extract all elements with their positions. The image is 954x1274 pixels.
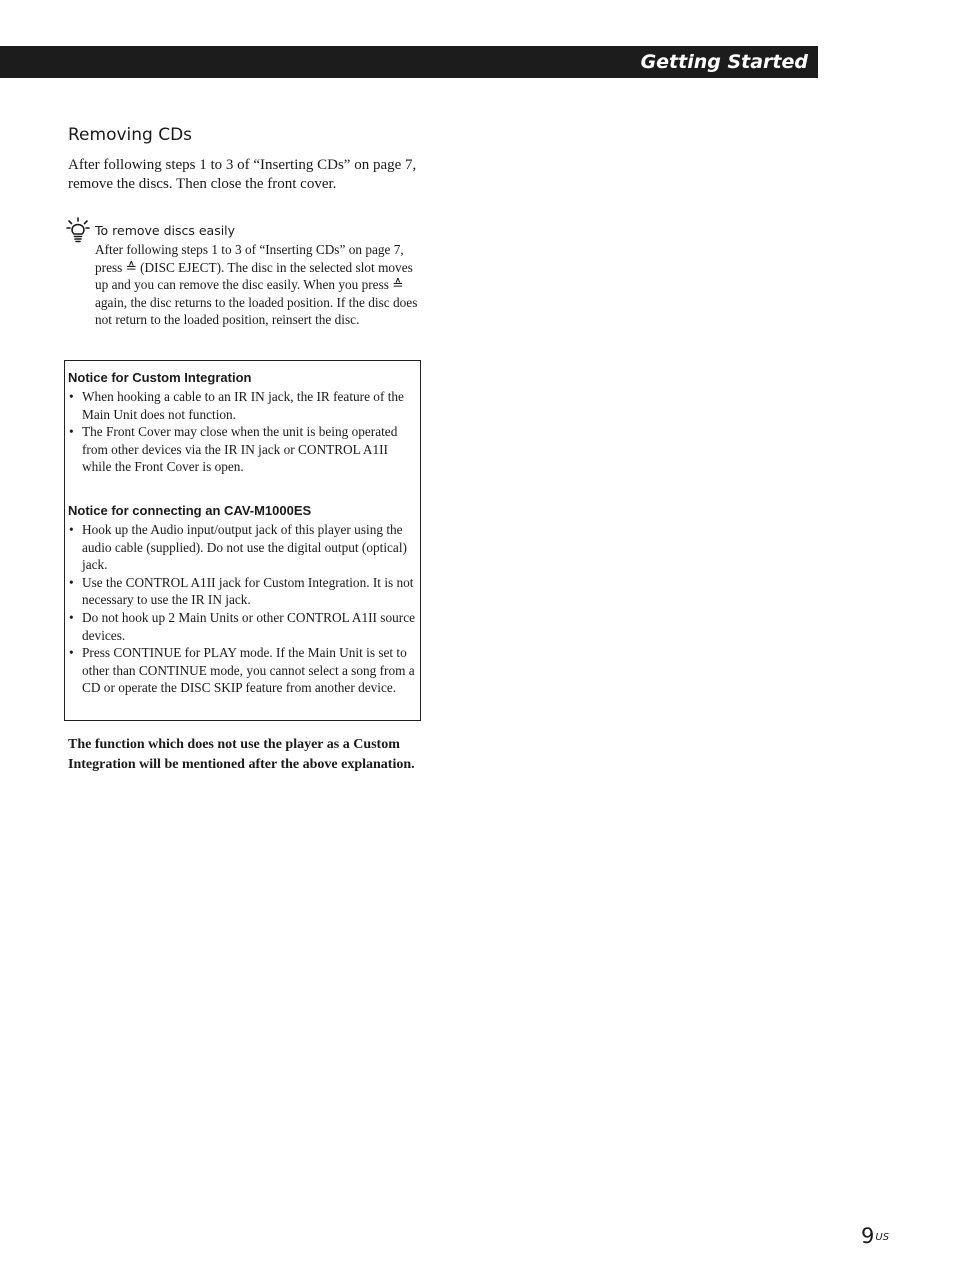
section-title: Removing CDs	[68, 125, 193, 145]
tip-title: To remove discs easily	[95, 223, 236, 238]
tip-body: After following steps 1 to 3 of “Inserting CDs” on page 7, press ≙ (DISC EJECT). The disc in the selected slot moves up and you can remove the disc easily. When you press ≙ again, the disc returns to the loaded position. If the disc does not return to the loaded position, reinsert the disc.	[95, 242, 418, 327]
bullet: •	[69, 389, 74, 404]
list-item-text: Do not hook up 2 Main Units or other CONTROL A1II source devices.	[82, 609, 415, 643]
list-item-text: When hooking a cable to an IR IN jack, the IR feature of the Main Unit does not function.	[82, 389, 404, 422]
custom-integration-notice	[68, 369, 419, 476]
list-item	[68, 388, 419, 423]
notice-heading: Notice for connecting an CAV-M1000ES	[68, 503, 312, 518]
list-item	[68, 423, 419, 476]
bullet: •	[69, 522, 74, 537]
notice-list	[68, 388, 419, 476]
header-bar	[0, 46, 818, 78]
bullet: •	[69, 645, 74, 661]
header-title: Getting Started	[640, 51, 808, 73]
lightbulb-icon	[66, 217, 90, 243]
list-item	[68, 609, 419, 644]
list-item-text: Press CONTINUE for PLAY mode. If the Main Unit is set to other than CONTINUE mode, you cannot select a song from a CD or operate the DISC SKIP feature from another device.	[82, 645, 415, 696]
list-item-text: Use the CONTROL A1II jack for Custom Integration. It is not necessary to use the IR IN jack.	[82, 574, 414, 608]
notice-box	[64, 360, 421, 721]
notice-heading: Notice for Custom Integration	[68, 370, 252, 385]
bullet: •	[69, 424, 74, 440]
page-number-suffix: US	[875, 1232, 890, 1243]
intro-paragraph: After following steps 1 to 3 of “Inserting CDs” on page 7, remove the discs. Then close the front cover.	[68, 157, 417, 192]
list-item	[68, 574, 419, 609]
notice-list	[68, 521, 419, 697]
closing-note: The function which does not use the player as a Custom Integration will be mentioned after the above explanation.	[68, 737, 415, 772]
page-number-value: 9	[861, 1224, 875, 1248]
bullet: •	[69, 574, 74, 590]
list-item-text: The Front Cover may close when the unit is being operated from other devices via the IR IN jack or CONTROL A1II while the Front Cover is open.	[82, 424, 398, 475]
list-item	[68, 521, 419, 574]
page-number	[861, 1222, 889, 1250]
bullet: •	[69, 609, 74, 625]
cav-connection-notice	[68, 502, 419, 697]
list-item-text: Hook up the Audio input/output jack of this player using the audio cable (supplied). Do not use the digital output (optical) jack.	[82, 522, 407, 573]
list-item	[68, 644, 419, 697]
